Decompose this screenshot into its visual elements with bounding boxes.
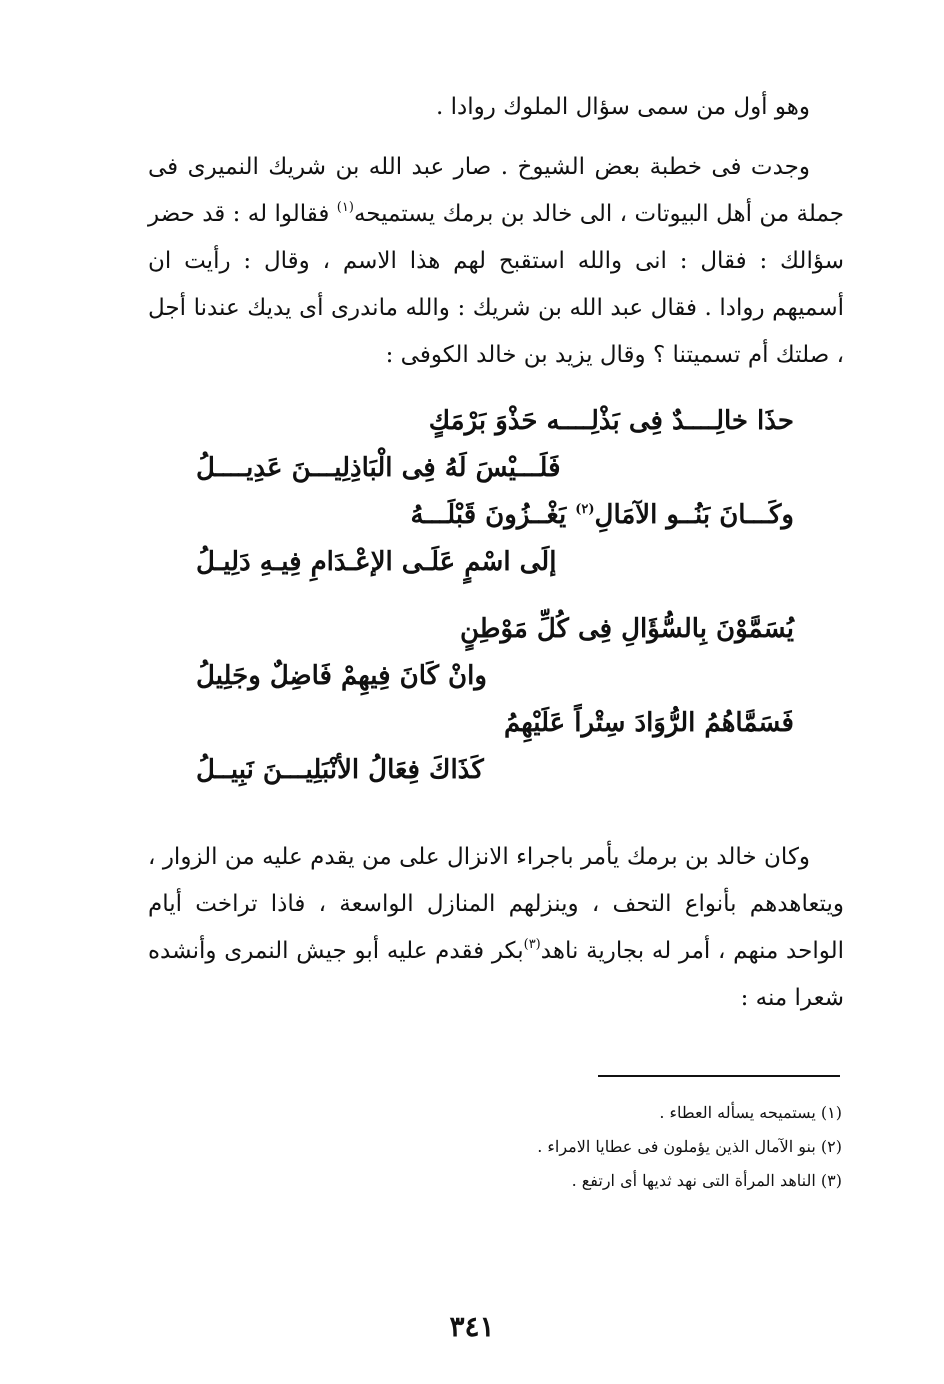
opening-line <box>148 84 844 131</box>
footnote-3: (٣) الناهد المرأة التى نهد ثديها أى ارتفع . <box>571 1171 842 1190</box>
verse-line: يُسَمَّوْنَ بِالسُّؤَالِ فِى كُلِّ مَوْطِنٍ <box>459 614 794 644</box>
verse-line: وانْ كَانَ فِيهِمْ فَاضِلٌ وجَلِيلُ <box>196 661 487 691</box>
footnote-divider <box>598 1075 840 1077</box>
paragraph-3 <box>148 834 844 1022</box>
paragraph-block-2 <box>148 144 844 379</box>
paragraph-1: وهو أول من سمى سؤال الملوك روادا . <box>435 94 810 120</box>
poem-stanza-2 <box>190 606 800 794</box>
verse-fragment: وكَـــانَ بَنُــو الآمَالِ <box>594 500 794 530</box>
paragraph-block-3 <box>148 834 844 1022</box>
verse-line-with-note <box>190 492 800 539</box>
paragraph-2-text-b: فقالوا له : قد حضر سؤالك : فقال : انى والله استقبح لهم هذا الاسم ، وقال : رأيت ان أسميهم روادا . فقال عبد الله بن شريك : والله ماندرى أى يديك عندنا أجل ، صلتك أم تسميتنا ؟ وقال يزيد بن خالد الكوفى : <box>148 201 844 368</box>
paragraph-3-text-b: بكر فقدم عليه أبو جيش النمرى وأنشده شعرا منه : <box>148 938 844 1011</box>
verse-line: إلَى اسْمٍ عَلَـى الإعْـدَامِ فِيـهِ دَلِيـلُ <box>196 547 557 577</box>
footnote-marker-3: (٣) <box>523 937 541 952</box>
verse-line: فَسَمَّاهُمُ الرُّوَادَ سِتْراً عَلَيْهِمُ <box>503 708 794 738</box>
verse-line: كَذَاكَ فِعَالُ الأنْبَلِيـــنَ نَبِيــلُ <box>196 755 484 785</box>
footnote-2: (٢) بنو الآمال الذين يؤملون فى عطايا الامراء . <box>537 1137 842 1156</box>
poem-stanza-1 <box>190 398 800 586</box>
footnotes <box>440 1096 842 1198</box>
verse-line: فَلَـــيْسَ لَهُ فِى الْبَاذِلِيـــنَ عَدِيــــلُ <box>196 453 561 483</box>
paragraph-2-text-a: وجدت فى خطبة بعض الشيوخ . صار عبد الله بن شريك النميرى فى جملة من أهل البيوتات ، الى خالد بن برمك يستميحه <box>148 154 845 227</box>
verse-line: حذَا خالِــــدٌ فِى بَذْلِــــه حَذْوَ بَرْمَكٍ <box>428 406 794 436</box>
verse-fragment: يَغْــزُونَ قَبْلَـــهُ <box>410 500 567 530</box>
paragraph-3-text-a: وكان خالد بن برمك يأمر باجراء الانزال على من يقدم عليه من الزوار ، ويتعاهدهم بأنواع التحف ، وينزلهم المنازل الواسعة ، فاذا تراخت أيام الواحد منهم ، أمر له بجارية ناهد <box>148 844 844 964</box>
footnote-marker-1: (١) <box>336 200 354 215</box>
footnote-marker-2: (٢) <box>575 502 595 517</box>
paragraph-2 <box>148 144 844 379</box>
footnote-1: (١) يستميحه يسأله العطاء . <box>659 1103 842 1122</box>
page-number: ٣٤١ <box>449 1310 495 1343</box>
